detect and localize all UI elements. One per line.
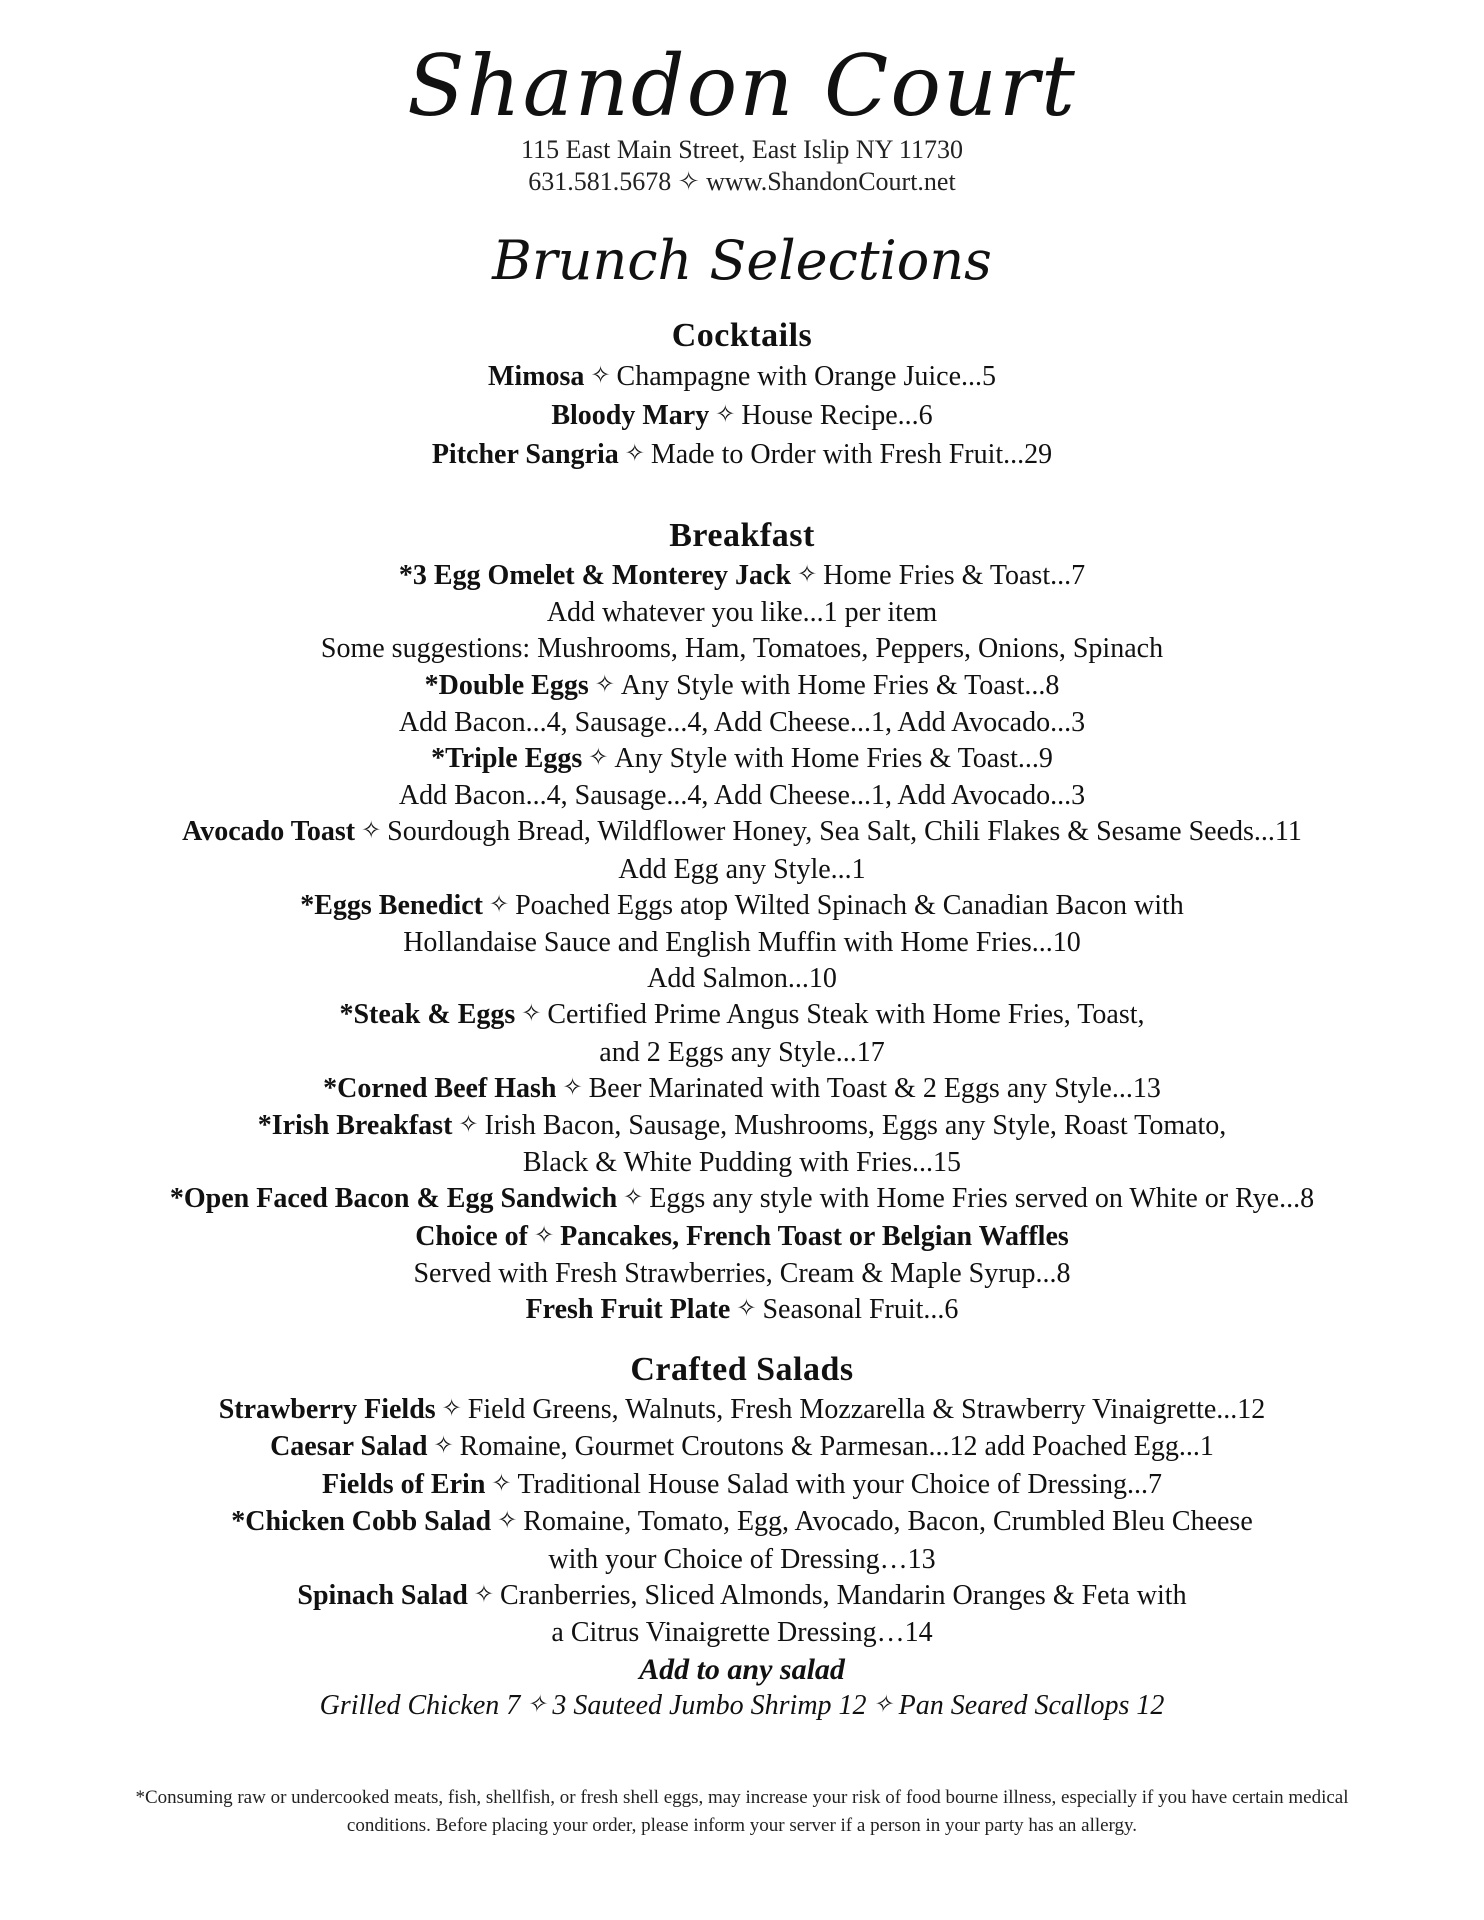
menu-line (0, 741, 1484, 778)
star-outline-icon: ✧ (497, 1508, 518, 1535)
menu-line (0, 1615, 1484, 1651)
item-note: Add Salmon...10 (647, 963, 837, 995)
star-outline-icon: ✧ (594, 671, 615, 698)
menu-line (0, 397, 1484, 436)
item-description: Irish Bacon, Sausage, Mushrooms, Eggs any Style, Roast Tomato, (484, 1110, 1227, 1142)
menu-line (0, 888, 1484, 925)
item-note: Add Bacon...4, Sausage...4, Add Cheese...1, Add Avocado...3 (398, 706, 1086, 738)
menu-line (0, 1145, 1484, 1181)
menu-line (0, 358, 1484, 397)
item-note: Black & White Pudding with Fries...15 (522, 1147, 962, 1179)
item-description: Eggs any style with Home Fries served on White or Rye...8 (649, 1183, 1315, 1215)
item-note: Add Egg any Style...1 (618, 853, 866, 885)
menu-line (0, 1467, 1484, 1504)
disclaimer-line: conditions. Before placing your order, please inform your server if a person in your party has an allergy. (346, 1815, 1138, 1836)
star-outline-icon: ✧ (433, 1433, 454, 1460)
salads-list (0, 1392, 1484, 1652)
menu-line (0, 1542, 1484, 1578)
contact-line: 631.581.5678 ✧ www.ShandonCourt.net (528, 167, 956, 196)
addon-list (0, 1688, 1484, 1725)
menu-line (0, 595, 1484, 631)
item-note: Add whatever you like...1 per item (546, 597, 938, 629)
item-description: Made to Order with Fresh Fruit...29 (650, 439, 1053, 470)
item-description: Any Style with Home Fries & Toast...8 (620, 669, 1060, 701)
item-name: Fields of Erin (322, 1468, 486, 1500)
item-name: Mimosa (488, 361, 585, 392)
star-outline-icon: ✧ (441, 1396, 462, 1422)
item-options: Pancakes, French Toast or Belgian Waffles (560, 1220, 1069, 1252)
star-outline-icon: ✧ (797, 562, 818, 588)
star-outline-icon: ✧ (588, 745, 609, 772)
star-outline-icon: ✧ (562, 1074, 583, 1101)
item-name: Caesar Salad (270, 1431, 428, 1463)
menu-line (0, 1292, 1484, 1329)
item-name: Bloody Mary (551, 400, 710, 431)
breakfast-section (0, 514, 1484, 1329)
item-note: with your Choice of Dressing…13 (548, 1543, 936, 1575)
menu-line (0, 1392, 1484, 1429)
menu-line (0, 1429, 1484, 1466)
item-description: Field Greens, Walnuts, Fresh Mozzarella & Strawberry Vinaigrette...12 (467, 1394, 1266, 1425)
item-name: Spinach Salad (297, 1580, 468, 1612)
item-name: Pitcher Sangria (431, 439, 619, 470)
item-name: *Chicken Cobb Salad (231, 1506, 492, 1538)
item-name: *Steak & Eggs (339, 999, 516, 1031)
item-description: Champagne with Orange Juice...5 (616, 361, 996, 392)
star-outline-icon: ✧ (533, 1222, 555, 1249)
addon-title: Add to any salad (639, 1652, 845, 1686)
menu-line (0, 436, 1484, 475)
allergy-disclaimer (60, 1784, 1424, 1840)
item-name: *Corned Beef Hash (323, 1072, 557, 1104)
item-note: Served with Fresh Strawberries, Cream & Maple Syrup...8 (413, 1257, 1071, 1289)
menu-line (0, 852, 1484, 888)
addon-item: Grilled Chicken 7 (319, 1689, 521, 1721)
item-note: Some suggestions: Mushrooms, Ham, Tomatoes, Peppers, Onions, Spinach (320, 633, 1164, 665)
menu-line (0, 705, 1484, 741)
addon-item: Pan Seared Scallops 12 (898, 1689, 1165, 1721)
item-name: *Eggs Benedict (300, 889, 483, 921)
item-note: and 2 Eggs any Style...17 (599, 1036, 885, 1068)
item-name: *Open Faced Bacon & Egg Sandwich (169, 1183, 618, 1215)
item-description: Romaine, Tomato, Egg, Avocado, Bacon, Crumbled Bleu Cheese (523, 1506, 1253, 1538)
star-outline-icon: ✧ (491, 1470, 512, 1497)
item-description: Cranberries, Sliced Almonds, Mandarin Oranges & Feta with (499, 1580, 1187, 1612)
item-name: Avocado Toast (182, 816, 356, 848)
star-outline-icon: ✧ (526, 1691, 547, 1718)
restaurant-name: Shandon Court (407, 37, 1077, 135)
menu-line (0, 778, 1484, 814)
item-name: *Irish Breakfast (257, 1110, 453, 1142)
menu-line (0, 961, 1484, 997)
item-description: Certified Prime Angus Steak with Home Fries, Toast, (547, 999, 1145, 1031)
star-outline-icon: ✧ (715, 402, 736, 428)
menu-line (0, 1578, 1484, 1615)
star-outline-icon: ✧ (489, 891, 510, 918)
star-outline-icon: ✧ (872, 1691, 893, 1718)
item-description: Home Fries & Toast...7 (823, 560, 1086, 591)
menu-line (0, 1071, 1484, 1108)
section-title: Crafted Salads (630, 1351, 854, 1388)
item-description: Beer Marinated with Toast & 2 Eggs any Style...13 (588, 1072, 1161, 1104)
item-note: a Citrus Vinaigrette Dressing…14 (551, 1617, 933, 1649)
cocktails-list (0, 358, 1484, 475)
item-description: Romaine, Gourmet Croutons & Parmesan...12 add Poached Egg...1 (459, 1431, 1214, 1463)
item-description: Poached Eggs atop Wilted Spinach & Canadian Bacon with (515, 889, 1184, 921)
item-description: House Recipe...6 (741, 400, 933, 431)
star-outline-icon: ✧ (736, 1296, 757, 1323)
section-title: Cocktails (671, 317, 813, 354)
star-outline-icon: ✧ (624, 441, 645, 467)
menu-line (0, 1108, 1484, 1145)
menu-line (0, 631, 1484, 667)
menu-line (0, 558, 1484, 595)
menu-line (0, 1035, 1484, 1071)
disclaimer-line: *Consuming raw or undercooked meats, fish, shellfish, or fresh shell eggs, may increase your risk of food bourne illness, especially if you have certain medical (135, 1787, 1349, 1808)
star-outline-icon: ✧ (361, 818, 382, 845)
cocktails-section (0, 314, 1484, 475)
item-name: Strawberry Fields (218, 1394, 436, 1425)
star-outline-icon: ✧ (521, 1001, 542, 1028)
menu-line (0, 1219, 1484, 1256)
item-description: Traditional House Salad with your Choice of Dressing...7 (517, 1468, 1162, 1500)
star-outline-icon: ✧ (623, 1185, 644, 1212)
menu-line (0, 997, 1484, 1034)
breakfast-list (0, 558, 1484, 1329)
section-title: Breakfast (669, 517, 815, 554)
menu-line (0, 1181, 1484, 1218)
item-description: Any Style with Home Fries & Toast...9 (614, 743, 1053, 775)
item-note: Hollandaise Sauce and English Muffin with Home Fries...10 (403, 927, 1081, 959)
menu-line (0, 814, 1484, 851)
item-description: Sourdough Bread, Wildflower Honey, Sea Salt, Chili Flakes & Sesame Seeds...11 (387, 816, 1302, 848)
address: 115 East Main Street, East Islip NY 11730 (521, 135, 963, 164)
item-note: Add Bacon...4, Sausage...4, Add Cheese...1, Add Avocado...3 (398, 780, 1086, 812)
item-description: Seasonal Fruit...6 (762, 1294, 959, 1326)
menu-line (0, 925, 1484, 961)
item-name: *Triple Eggs (431, 743, 583, 775)
menu-line (0, 1256, 1484, 1292)
item-name: *Double Eggs (424, 669, 589, 701)
item-name: *3 Egg Omelet & Monterey Jack (398, 560, 792, 591)
menu-subtitle: Brunch Selections (492, 229, 992, 292)
star-outline-icon: ✧ (458, 1112, 479, 1139)
addon-item: 3 Sauteed Jumbo Shrimp 12 (552, 1689, 867, 1721)
salads-section (0, 1348, 1484, 1725)
menu-line (0, 668, 1484, 705)
star-outline-icon: ✧ (590, 363, 611, 389)
item-name: Fresh Fruit Plate (525, 1294, 731, 1326)
menu-line (0, 1504, 1484, 1541)
star-outline-icon: ✧ (473, 1582, 494, 1609)
item-name: Choice of (415, 1220, 528, 1252)
